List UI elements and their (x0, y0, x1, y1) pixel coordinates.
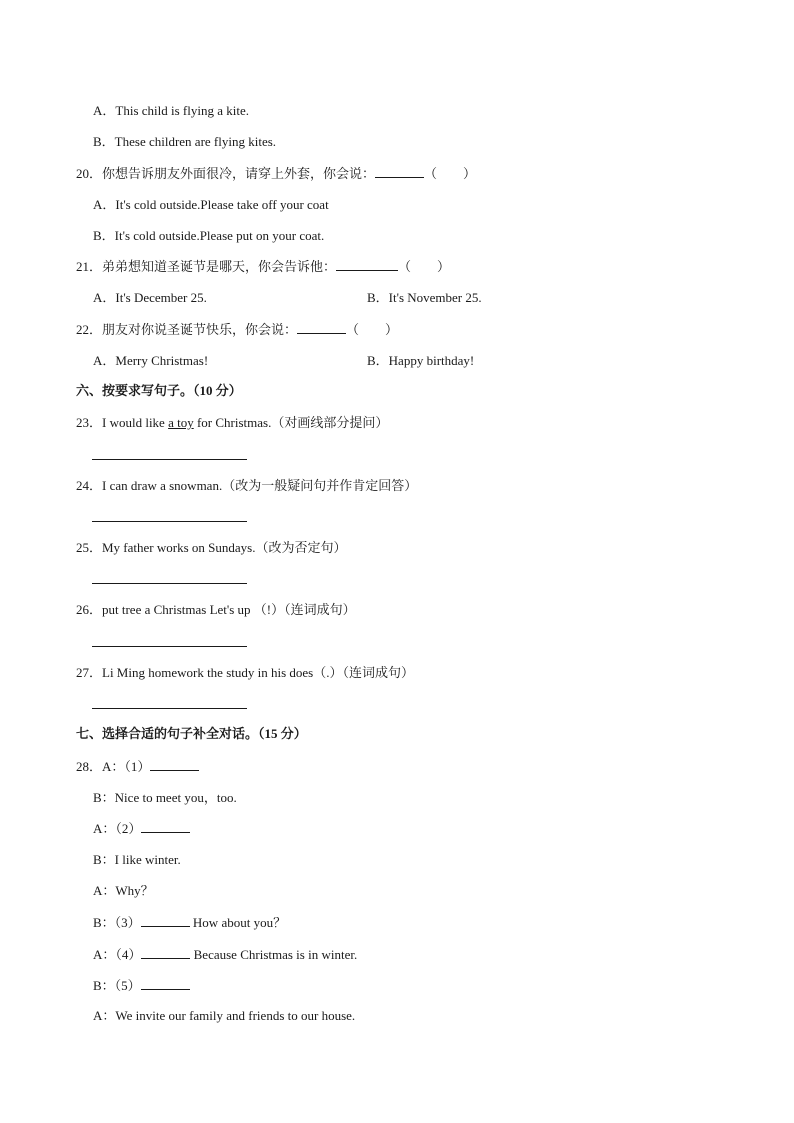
q19-option-a: A．This child is flying a kite. (93, 103, 249, 118)
q28-l6-pre: B：（3） (93, 915, 141, 930)
q28-l7-post: Because Christmas is in winter. (190, 947, 358, 962)
q22-option-a: A．Merry Christmas! (93, 353, 209, 368)
q28-line-1 (76, 758, 199, 775)
q22-option-b: B．Happy birthday! (367, 353, 475, 368)
q20-option-b: B．It's cold outside.Please put on your coat. (93, 228, 325, 243)
q28-line-2: B：Nice to meet you，too. (93, 790, 237, 805)
q21-blank[interactable] (336, 258, 398, 271)
q28-l8-text: B：（5） (93, 978, 141, 993)
q25-answer-line[interactable] (92, 583, 247, 584)
q28-line-4: B：I like winter. (93, 852, 181, 867)
section-7-heading: 七、选择合适的句子补全对话。（15 分） (76, 726, 307, 741)
q23-answer-line[interactable] (92, 459, 247, 460)
q28-blank-3[interactable] (141, 914, 190, 927)
q21-paren: （ ） (398, 259, 451, 274)
q28-l1-text: 28．A：（1） (76, 759, 151, 774)
q20-option-a: A．It's cold outside.Please take off your coat (93, 197, 329, 212)
q28-line-8 (93, 977, 190, 994)
q28-line-5: A：Why？ (93, 883, 154, 898)
q24-question: 24．I can draw a snowman.（改为一般疑问句并作肯定回答） (76, 478, 418, 493)
q23-question (76, 415, 388, 431)
q27-answer-line[interactable] (92, 708, 247, 709)
q28-line-9: A：We invite our family and friends to our house. (93, 1008, 356, 1023)
q25-question: 25．My father works on Sundays.（改为否定句） (76, 540, 347, 555)
q22-paren: （ ） (346, 322, 399, 337)
q23-pre: 23．I would like (76, 415, 169, 430)
q28-blank-4[interactable] (141, 946, 190, 959)
q21-stem: 21．弟弟想知道圣诞节是哪天，你会告诉他： (76, 259, 337, 274)
q28-line-3 (93, 820, 190, 837)
q28-blank-1[interactable] (150, 758, 199, 771)
q20-stem: 20．你想告诉朋友外面很冷，请穿上外套，你会说： (76, 166, 376, 181)
q20-paren: （ ） (424, 166, 477, 181)
q22-blank[interactable] (297, 321, 346, 334)
q28-l7-pre: A：（4） (93, 947, 142, 962)
q26-question: 26．put tree a Christmas Let's up （!）（连词成句） (76, 602, 356, 617)
q23-post: for Christmas.（对画线部分提问） (193, 415, 389, 430)
q20-blank[interactable] (375, 165, 424, 178)
q24-answer-line[interactable] (92, 521, 247, 522)
q28-l6-post: How about you？ (189, 915, 287, 930)
q28-blank-5[interactable] (141, 977, 190, 990)
q22-stem: 22．朋友对你说圣诞节快乐，你会说： (76, 322, 298, 337)
q20-question (76, 165, 476, 182)
q26-answer-line[interactable] (92, 646, 247, 647)
q28-blank-2[interactable] (141, 820, 190, 833)
q21-option-a: A．It's December 25. (93, 290, 207, 305)
q21-question (76, 258, 450, 275)
q28-line-6 (93, 914, 286, 931)
q19-option-b: B．These children are flying kites. (93, 134, 277, 149)
section-6-heading: 六、按要求写句子。（10 分） (76, 383, 242, 398)
q22-question (76, 321, 398, 338)
q28-line-7 (93, 946, 357, 963)
q21-option-b: B．It's November 25. (367, 290, 482, 305)
q27-question: 27．Li Ming homework the study in his does（.）（连词成句） (76, 665, 414, 680)
q28-l3-text: A：（2） (93, 821, 142, 836)
q23-underlined: a toy (168, 415, 194, 430)
